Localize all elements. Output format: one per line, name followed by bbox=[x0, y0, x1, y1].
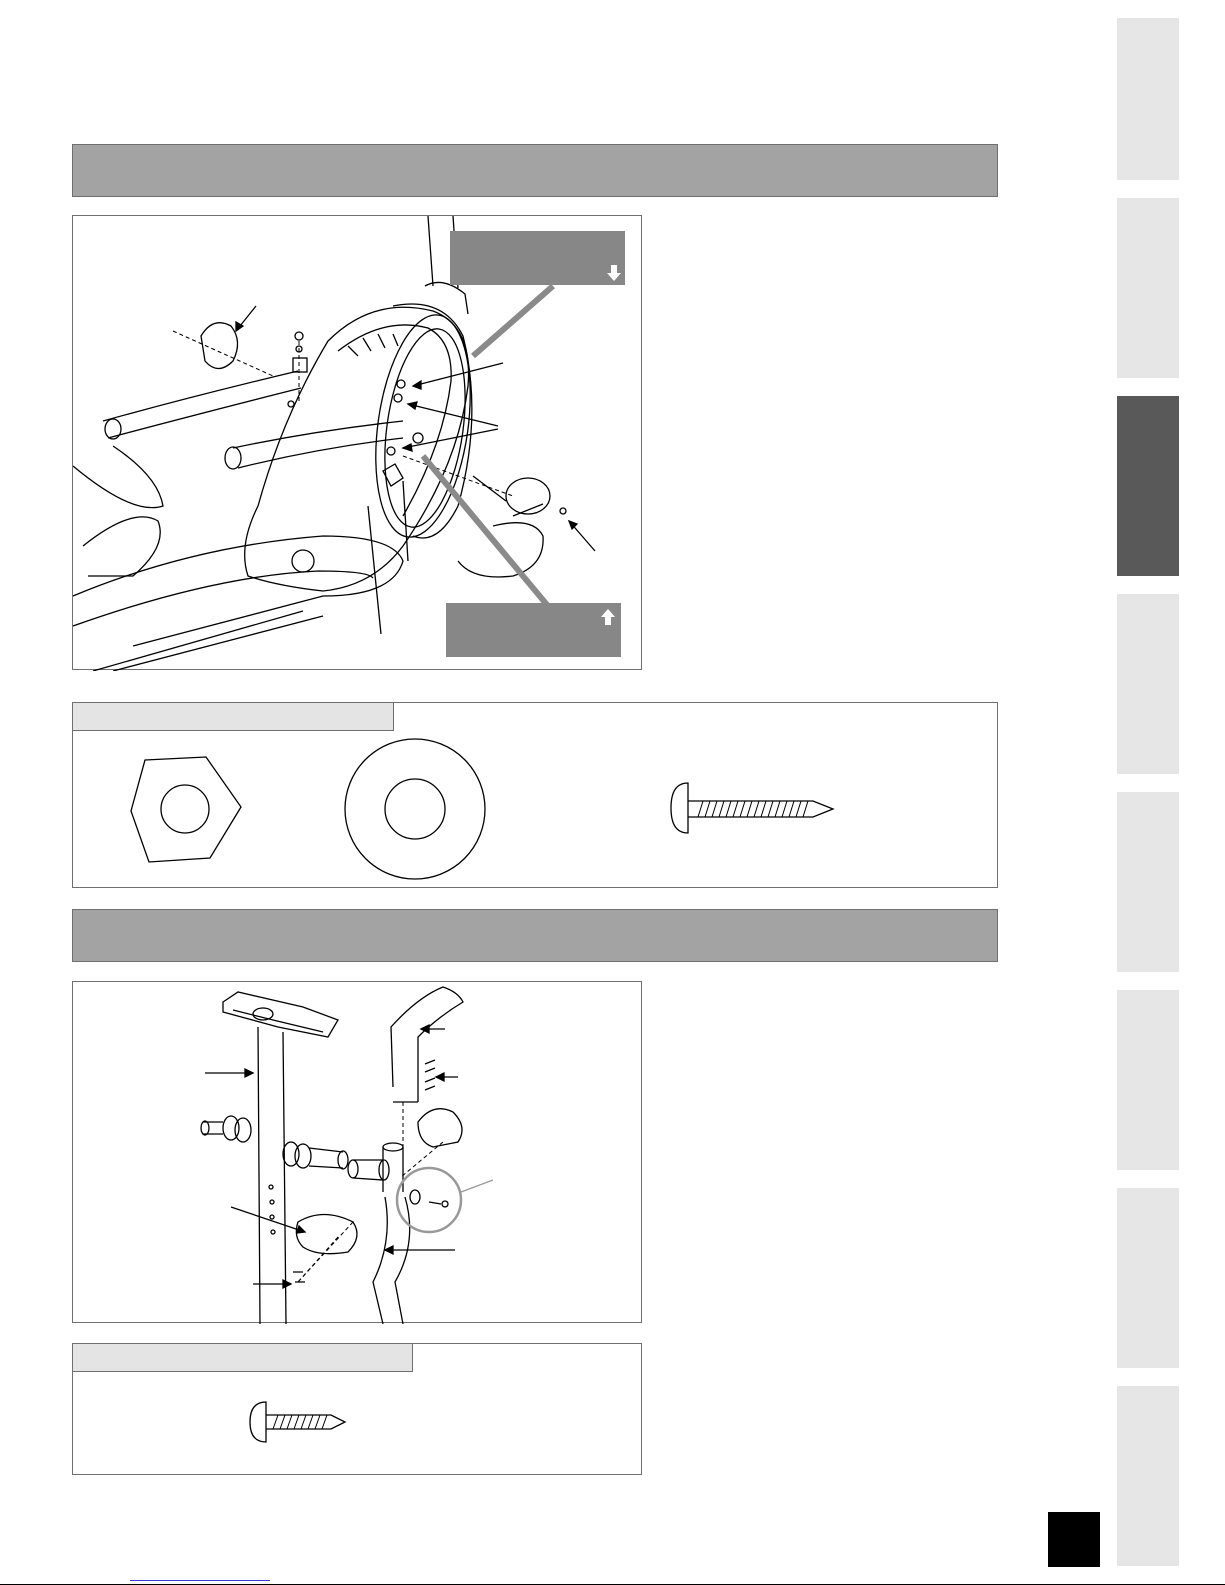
side-tab-5[interactable] bbox=[1117, 792, 1179, 972]
parts-list-2-drawings bbox=[73, 1344, 643, 1476]
parts-list-1-drawings bbox=[73, 703, 999, 889]
section-heading-bar-2 bbox=[72, 909, 998, 962]
side-tab-2[interactable] bbox=[1117, 198, 1179, 378]
section-heading-bar-1 bbox=[72, 144, 998, 197]
up-arrow-icon bbox=[601, 609, 615, 625]
nut-icon bbox=[131, 757, 241, 862]
page-number-box bbox=[1048, 1512, 1100, 1567]
side-tab-7[interactable] bbox=[1117, 1188, 1179, 1368]
parts-list-1 bbox=[72, 702, 998, 888]
washer-icon bbox=[345, 739, 485, 879]
side-tab-4[interactable] bbox=[1117, 594, 1179, 774]
side-tab-6[interactable] bbox=[1117, 990, 1179, 1170]
short-screw-icon bbox=[250, 1402, 345, 1442]
long-screw-icon bbox=[671, 783, 833, 833]
parts-list-2 bbox=[72, 1343, 642, 1475]
callout-box-bottom bbox=[446, 603, 621, 657]
side-tab-3-active[interactable] bbox=[1117, 396, 1179, 576]
footer-link-underline[interactable] bbox=[130, 1580, 270, 1581]
side-tab-8[interactable] bbox=[1117, 1386, 1179, 1566]
handlebar-assembly-illustration bbox=[73, 982, 643, 1324]
callout-box-top bbox=[450, 231, 625, 285]
side-tab-1[interactable] bbox=[1117, 18, 1179, 180]
down-arrow-icon bbox=[607, 265, 621, 281]
assembly-diagram-2 bbox=[72, 981, 642, 1323]
